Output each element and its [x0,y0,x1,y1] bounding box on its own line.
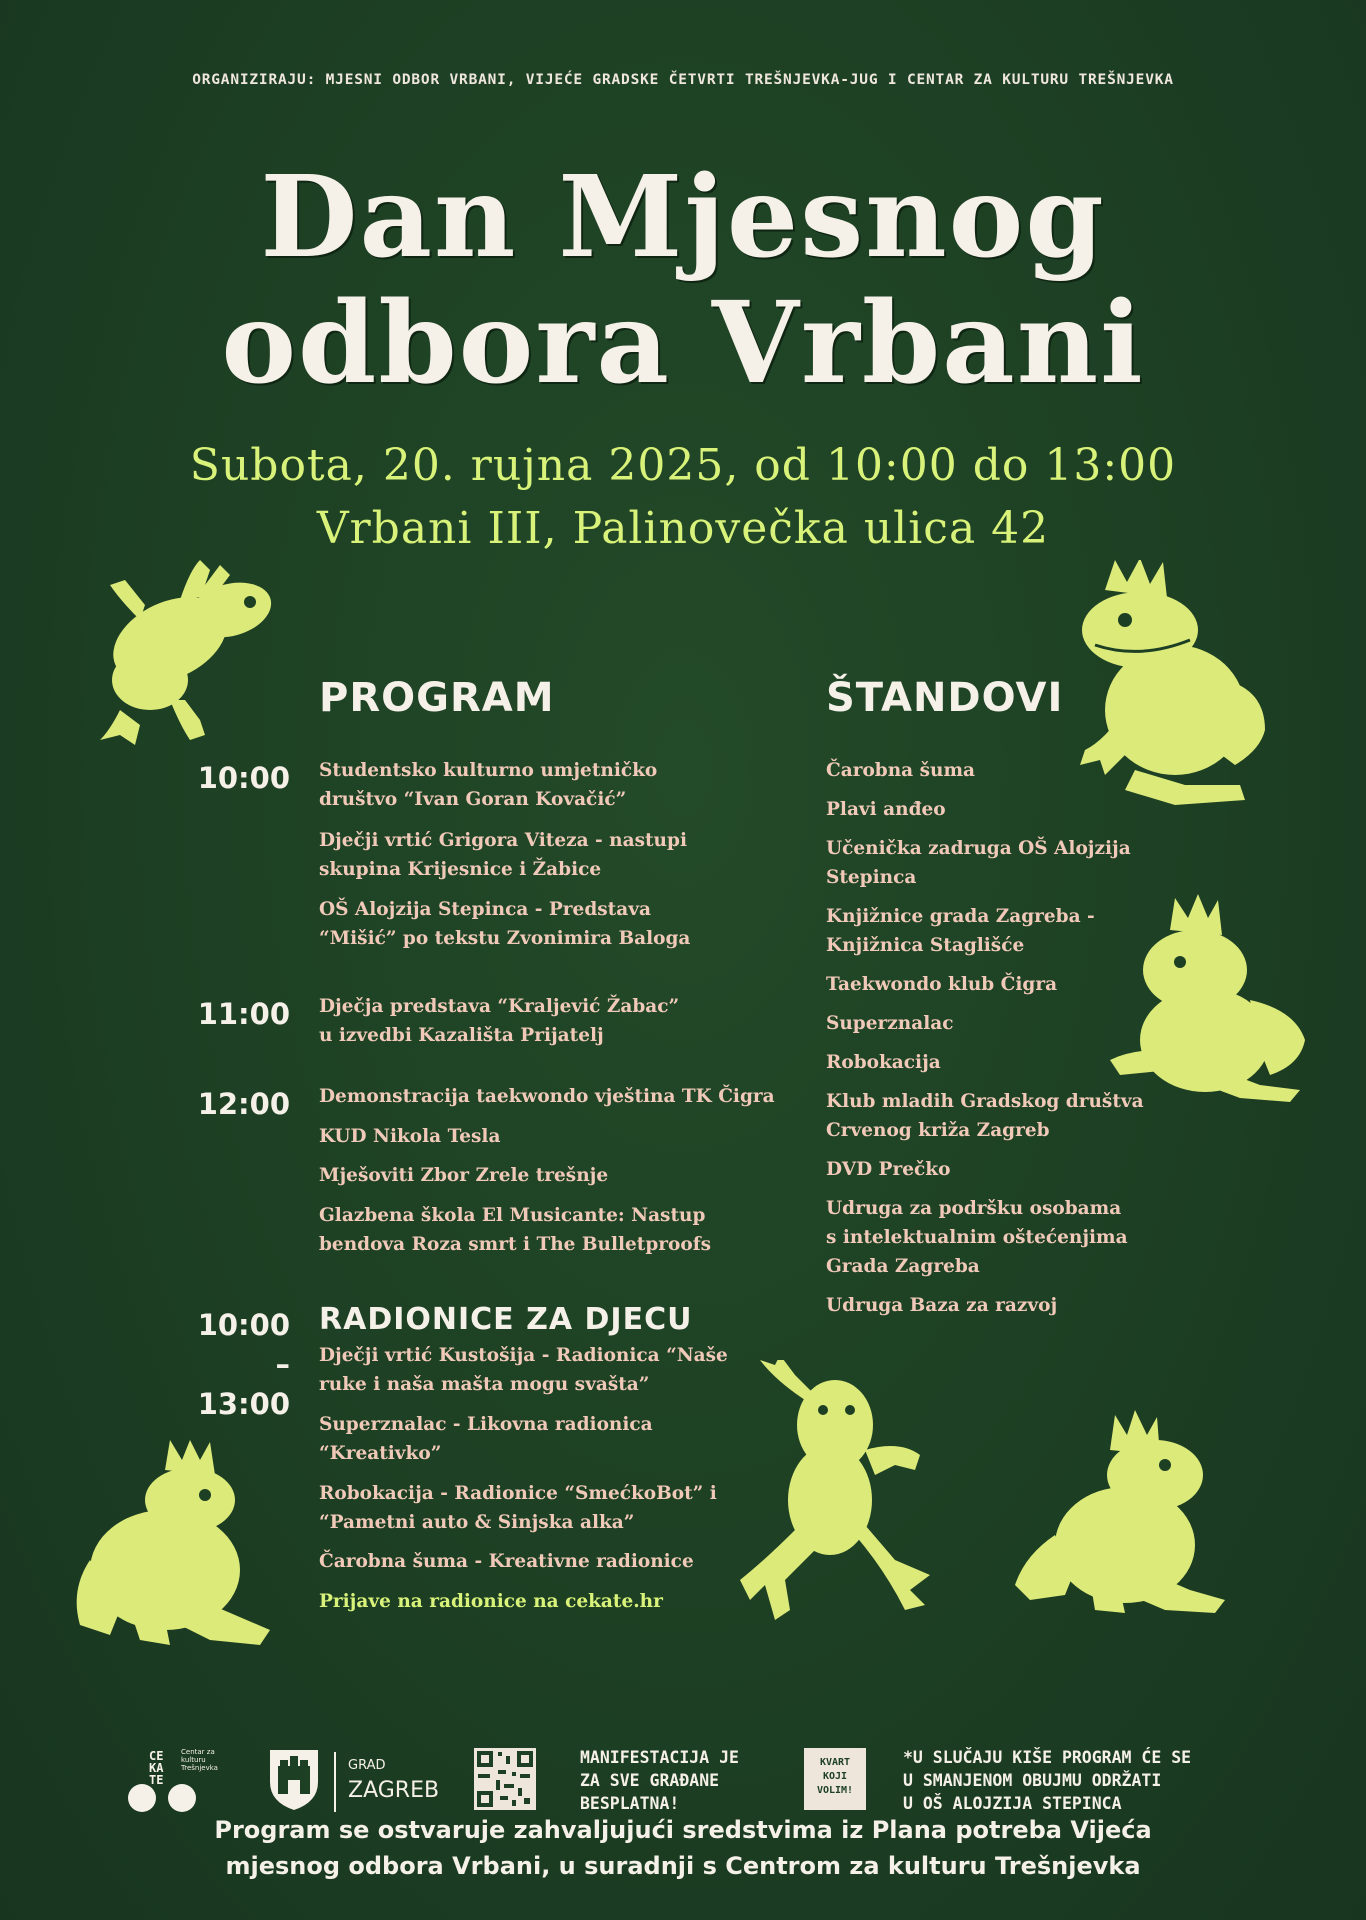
crowned-frog-icon [1065,560,1280,810]
program-item: Dječji vrtić Grigora Viteza - nastupi [319,830,687,851]
event-title [0,152,1366,409]
rain-line: *U SLUČAJU KIŠE PROGRAM ĆE SE [903,1748,1192,1767]
organizers-line: ORGANIZIRAJU: MJESNI ODBOR VRBANI, VIJEĆE GRADSKE ČETVRTI TREŠNJEVKA-JUG I CENTAR ZA KULTURU TREŠNJEVKA [192,72,1174,88]
program-item: Demonstracija taekwondo vještina TK Čigra [319,1086,775,1107]
rain-line: U SMANJENOM OBUJMU ODRŽATI [903,1771,1162,1790]
frog-icon [735,1360,935,1630]
stand-item: Robokacija [826,1052,941,1073]
stand-item: Klub mladih Gradskog društva [826,1091,1144,1112]
workshop-signup: Prijave na radionice na cekate.hr [319,1591,663,1612]
title-line-2: odbora Vrbani [221,278,1145,409]
workshop-item: Čarobna šuma - Kreativne radionice [319,1551,694,1572]
qr-code-icon [474,1748,536,1810]
zagreb-coat-of-arms-icon [266,1746,326,1812]
program-item: društvo “Ivan Goran Kovačić” [319,789,627,810]
stand-item: Čarobna šuma [826,760,976,781]
rain-line: U OŠ ALOJZIJA STEPINCA [903,1794,1122,1813]
stand-item: DVD Prečko [826,1159,951,1180]
stand-item: Grada Zagreba [826,1256,980,1277]
program-heading: PROGRAM [319,675,555,721]
stand-item: Udruga Baza za razvoj [826,1295,1058,1316]
program-item: bendova Roza smrt i The Bulletproofs [319,1234,712,1255]
workshop-item: “Kreativko” [319,1443,442,1464]
program-item: KUD Nikola Tesla [319,1126,501,1147]
stand-item: Knjižnice grada Zagreba - [826,906,1095,927]
stand-item: s intelektualnim oštećenjima [826,1227,1128,1248]
stand-item: Knjižnica Staglišće [826,935,1025,956]
divider [334,1752,336,1812]
rain-note [903,1746,1283,1815]
stand-item: Crvenog križa Zagreb [826,1120,1050,1141]
stand-item: Taekwondo klub Čigra [826,974,1058,995]
workshop-item: Dječji vrtić Kustošija - Radionica “Naše [319,1345,728,1366]
kvart-koji-volim-logo-icon [804,1748,866,1810]
title-line-1: Dan Mjesnog [260,152,1106,283]
cekate-logo-icon [125,1748,235,1814]
workshops-heading: RADIONICE ZA DJECU [319,1302,693,1337]
crowned-frog-icon [1015,1405,1230,1615]
free-admission-note [580,1746,780,1815]
stand-item: Plavi anđeo [826,799,946,820]
workshop-item: Robokacija - Radionice “SmećkoBot” i [319,1483,717,1504]
manifest-line: MANIFESTACIJA JE [580,1748,739,1767]
kvart-text: KVART KOJI VOLIM! [816,1757,854,1796]
program-item: Dječja predstava “Kraljević Žabac” [319,996,680,1017]
program-item: OŠ Alojzija Stepinca - Predstava [319,899,651,920]
stand-item: Učenička zadruga OŠ Alojzija [826,838,1131,859]
workshop-item: “Pametni auto & Sinjska alka” [319,1512,635,1533]
program-item: “Mišić” po tekstu Zvonimira Baloga [319,928,691,949]
program-item: Glazbena škola El Musicante: Nastup [319,1205,706,1226]
workshop-time-end: – 13:00 [197,1347,290,1421]
frog-icon [80,540,280,750]
stand-item: Stepinca [826,867,917,888]
program-item: u izvedbi Kazališta Prijatelj [319,1025,604,1046]
svg-text:TE: TE [149,1773,164,1787]
stand-item: Udruga za podršku osobama [826,1198,1122,1219]
stands-heading: ŠTANDOVI [826,675,1064,721]
program-item: skupina Krijesnice i Žabice [319,859,602,880]
svg-text:KA: KA [149,1761,164,1775]
svg-text:CE: CE [149,1749,164,1763]
cekate-text: Centar za kulturu Trešnjevka [181,1748,218,1772]
manifest-line: ZA SVE GRAĐANE [580,1771,720,1790]
location-line: Vrbani III, Palinovečka ulica 42 [316,503,1050,554]
funding-line-1: Program se ostvaruje zahvaljujući sredstvima iz Plana potreba Vijeća [214,1816,1152,1844]
manifest-line: BESPLATNA! [580,1794,680,1813]
program-item: Mješoviti Zbor Zrele trešnje [319,1165,609,1186]
time-10: 10:00 [197,761,290,795]
crowned-frog-icon [1110,890,1315,1105]
zagreb-label: ZAGREB [348,1778,440,1803]
workshop-item: ruke i naša mašta mogu svašta” [319,1374,650,1395]
date-line: Subota, 20. rujna 2025, od 10:00 do 13:00 [189,440,1177,491]
time-11: 11:00 [197,997,290,1031]
crowned-frog-icon [70,1440,280,1645]
grad-label: GRAD [348,1758,386,1773]
program-item: Studentsko kulturno umjetničko [319,760,658,781]
stand-item: Superznalac [826,1013,954,1034]
time-12: 12:00 [197,1087,290,1121]
funding-line-2: mjesnog odbora Vrbani, u suradnji s Centrom za kulturu Trešnjevka [225,1852,1141,1880]
workshop-item: Superznalac - Likovna radionica [319,1414,653,1435]
workshop-time-start: 10:00 [197,1308,290,1342]
